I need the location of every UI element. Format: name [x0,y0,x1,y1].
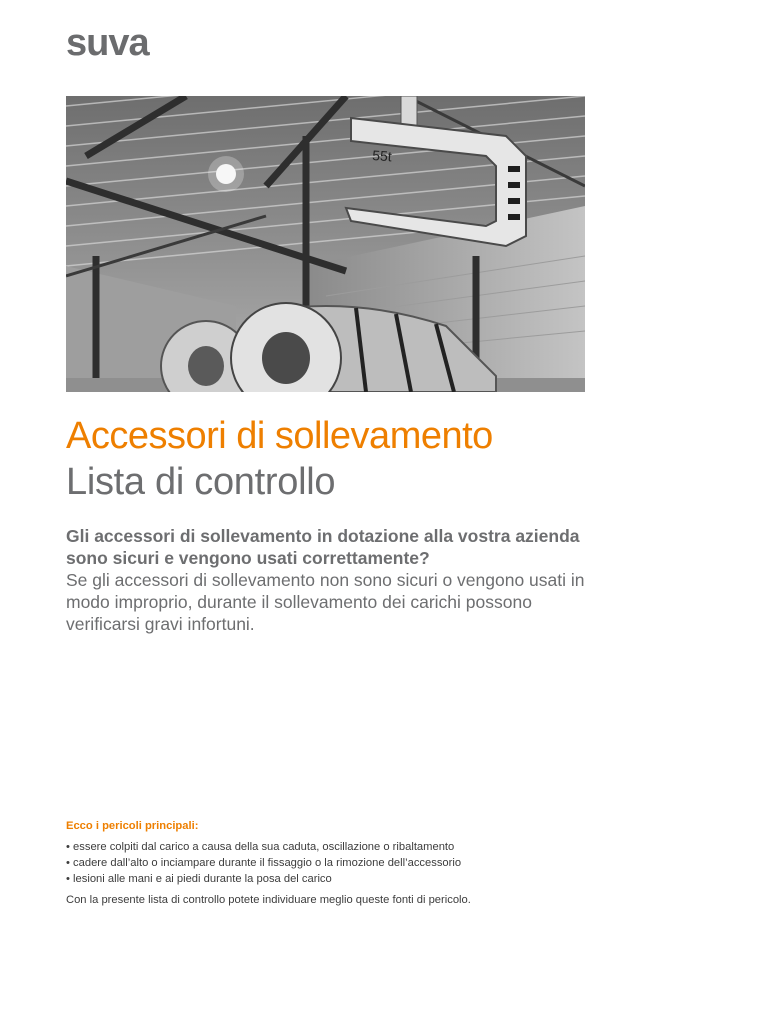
list-item: • essere colpiti dal carico a causa della sua caduta, oscillazione o ribaltamento [66,839,686,855]
lead-question: Gli accessori di sollevamento in dotazione alla vostra azienda sono sicuri e vengono usati correttamente? [66,526,580,568]
document-title: Accessori di sollevamento [66,415,493,457]
dangers-heading: Ecco i pericoli principali: [66,820,199,832]
dangers-section [66,818,686,908]
list-item: • cadere dall’alto o inciampare durante il fissaggio o la rimozione dell’accessorio [66,855,686,871]
list-item: • lesioni alle mani e ai piedi durante la posa del carico [66,871,686,887]
crane-lifting-coils-image [66,96,585,392]
lead-paragraph [66,525,596,635]
document-subtitle: Lista di controllo [66,461,336,503]
cover-photo [66,96,585,392]
lead-text: Se gli accessori di sollevamento non sono sicuri o vengono usati in modo improprio, durante il sollevamento dei carichi possono verificarsi gravi infortuni. [66,570,585,634]
suva-logo: suva [66,22,149,64]
crane-load-label: 55t [371,147,393,165]
dangers-closing: Con la presente lista di controllo potete individuare meglio queste fonti di pericolo. [66,894,471,906]
dangers-list [66,839,686,887]
